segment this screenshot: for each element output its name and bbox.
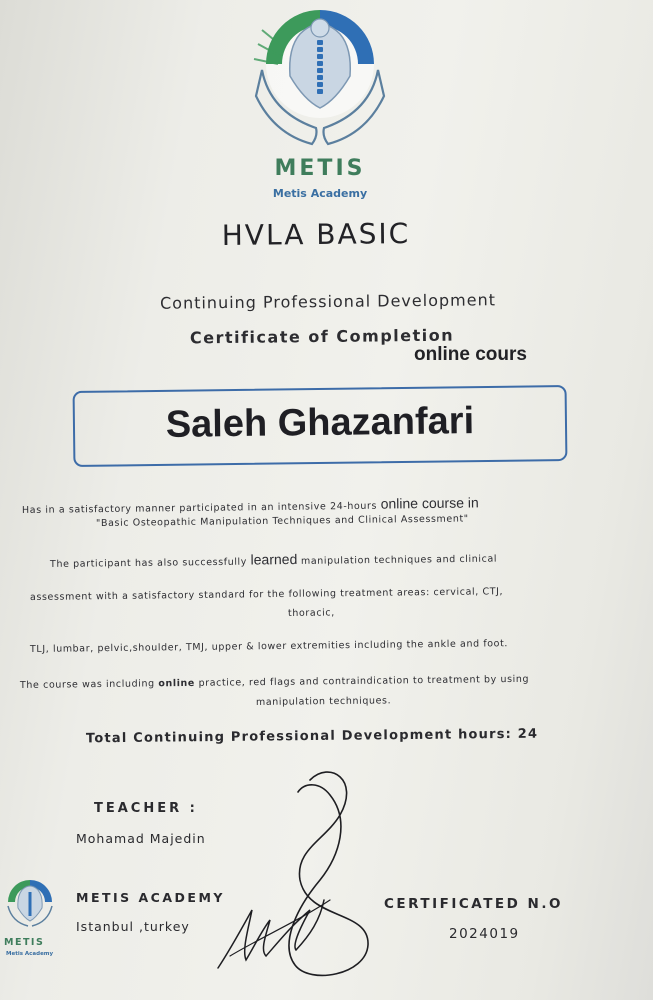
brand-name: METIS [274, 156, 366, 181]
recipient-name: Saleh Ghazanfari [165, 400, 475, 446]
body-text: The participant has also successfully [49, 556, 248, 570]
certificate-number: 2024019 [449, 926, 520, 942]
body-line-8: manipulation techniques. [255, 695, 392, 708]
body-text: practice, red flags and contraindication to treatment by using [198, 673, 530, 689]
body-text-learned: learned [250, 550, 298, 568]
total-hours: Total Continuing Professional Development hours: 24 [85, 726, 539, 747]
body-text: Has in a satisfactory manner participated in an intensive 24-hours [21, 500, 378, 516]
academy-location: Istanbul ,turkey [76, 919, 190, 934]
body-line-4: assessment with a satisfactory standard for the following treatment areas: cervical, CTJ, [29, 586, 504, 603]
body-text-online-bold: online [158, 677, 195, 690]
small-brand-name: METIS [4, 937, 45, 948]
body-line-3 [50, 549, 497, 570]
body-line-6: TLJ, lumbar, pelvic,shoulder, TMJ, upper & lower extremities including the ankle and foot. [29, 638, 509, 655]
metis-small-logo-icon [0, 876, 60, 928]
body-text: manipulation techniques and clinical [300, 553, 498, 567]
body-line-2: "Basic Osteopathic Manipulation Techniques and Clinical Assessment" [95, 513, 469, 529]
certificate-number-label: CERTIFICATED N.O [384, 896, 563, 912]
teacher-name: Mohamad Majedin [76, 831, 206, 846]
academy-label: METIS ACADEMY [76, 890, 225, 905]
cpd-heading: Continuing Professional Development [159, 290, 497, 313]
body-line-1 [22, 494, 479, 516]
metis-logo-icon [240, 4, 400, 154]
signature-icon [200, 760, 390, 990]
completion-heading: Certificate of Completion [189, 325, 455, 348]
small-brand-subtitle: Metis Academy [6, 951, 54, 957]
body-text: The course was including [19, 678, 155, 691]
brand-subtitle: Metis Academy [272, 187, 368, 200]
body-line-5: thoracic, [287, 607, 335, 619]
body-line-7 [20, 674, 529, 691]
recipient-name-frame [73, 385, 568, 467]
course-title: HVLA BASIC [221, 217, 411, 252]
teacher-label: TEACHER : [94, 801, 198, 816]
online-label: online cours [414, 344, 527, 365]
body-text-online: online course in [380, 494, 479, 512]
